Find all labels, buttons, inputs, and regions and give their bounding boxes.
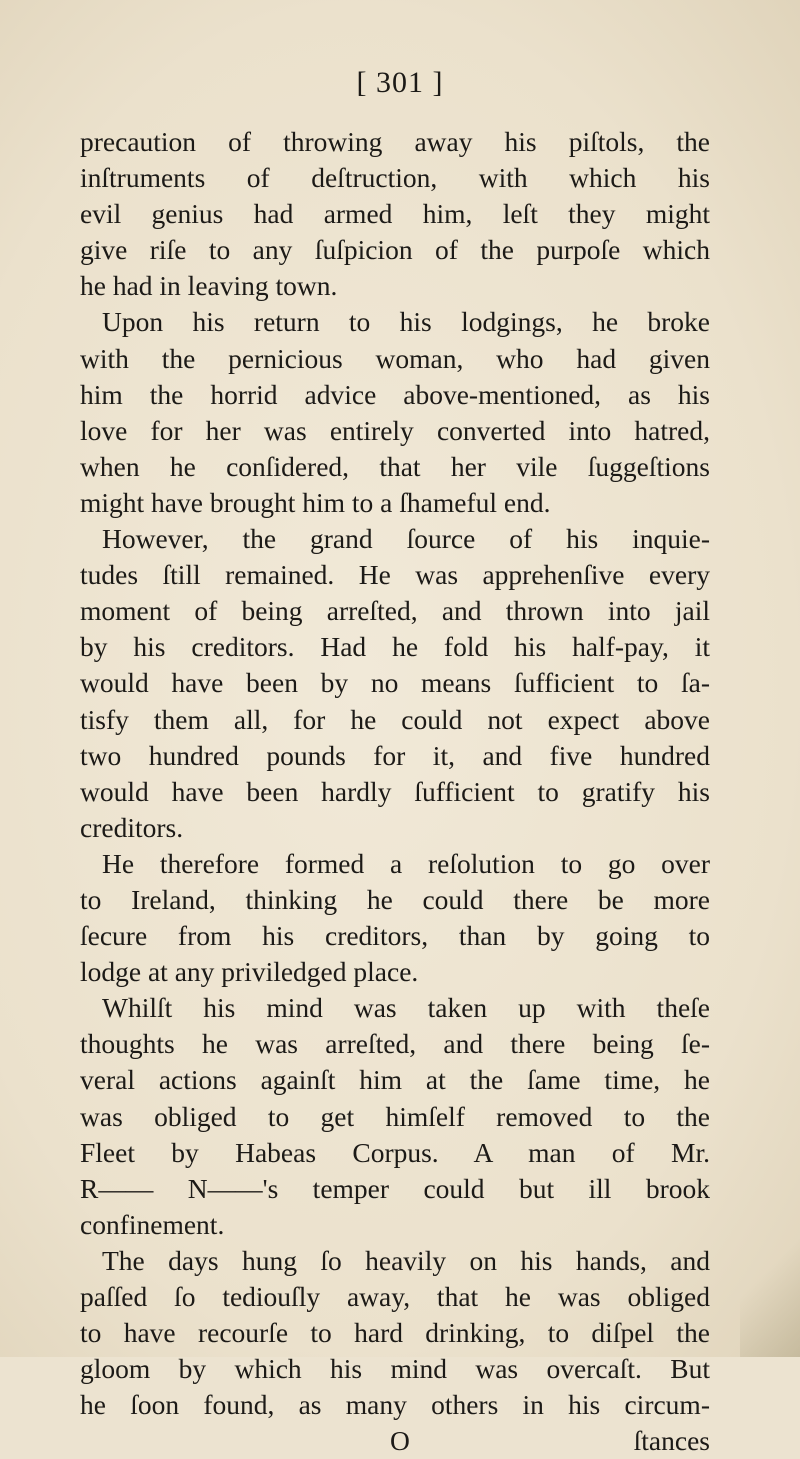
signature-mark: O [390,1425,410,1457]
page-number: [ 301 ] [356,66,444,99]
text-line: him the horrid advice above-mentioned, as his [80,378,710,410]
text-line: might have brought him to a ſhameful end. [80,486,551,518]
footer-line [80,1423,710,1459]
body-text [80,124,710,1459]
text-line: by his creditors. Had he fold his half-pay, it [80,631,710,663]
text-line: R—— N——'s temper could but ill brook [80,1172,710,1204]
text-line: Whilſt his mind was taken up with theſe [102,992,710,1024]
text-line: two hundred pounds for it, and five hundred [80,739,710,771]
text-line: ſecure from his creditors, than by going to [80,920,710,952]
text-line: tisfy them all, for he could not expect above [80,703,710,735]
catchword: ſtances [633,1425,710,1457]
text-line: He therefore formed a reſolution to go over [102,847,710,879]
text-line: to Ireland, thinking he could there be more [80,883,710,915]
text-line: love for her was entirely converted into hatred, [80,414,710,446]
text-line: give riſe to any ſuſpicion of the purpoſe which [80,234,710,266]
text-line: gloom by which his mind was overcaſt. But [80,1353,710,1385]
text-line: he had in leaving town. [80,270,338,302]
text-line: he ſoon found, as many others in his circum- [80,1389,710,1421]
text-line: thoughts he was arreſted, and there being ſe- [80,1028,710,1060]
text-line: was obliged to get himſelf removed to the [80,1100,710,1132]
page-corner-shade [740,1217,800,1357]
text-line: when he conſidered, that her vile ſuggeſtions [80,450,710,482]
text-line: precaution of throwing away his piſtols, the [80,126,710,157]
text-line: moment of being arreſted, and thrown into jail [80,595,710,627]
text-line: The days hung ſo heavily on his hands, and [102,1244,710,1276]
text-line: paſſed ſo tediouſly away, that he was obliged [80,1281,710,1312]
text-line: confinement. [80,1208,225,1240]
text-line: with the pernicious woman, who had given [80,342,710,374]
text-line: Upon his return to his lodgings, he broke [102,306,710,338]
text-line: evil genius had armed him, leſt they might [80,198,710,230]
text-line: lodge at any priviledged place. [80,956,419,988]
text-line: tudes ſtill remained. He was apprehenſive every [80,559,710,591]
text-line: Fleet by Habeas Corpus. A man of Mr. [80,1136,710,1168]
text-line: would have been hardly ſufficient to gratify his [80,775,710,807]
text-line: veral actions againſt him at the ſame time, he [80,1064,710,1096]
text-line: However, the grand ſource of his inquie- [102,523,710,555]
text-line: would have been by no means ſufficient to ſa- [80,667,710,699]
text-line: creditors. [80,811,184,843]
text-line: inſtruments of deſtruction, with which his [80,162,710,194]
text-line: to have recourſe to hard drinking, to diſpel the [80,1317,710,1349]
